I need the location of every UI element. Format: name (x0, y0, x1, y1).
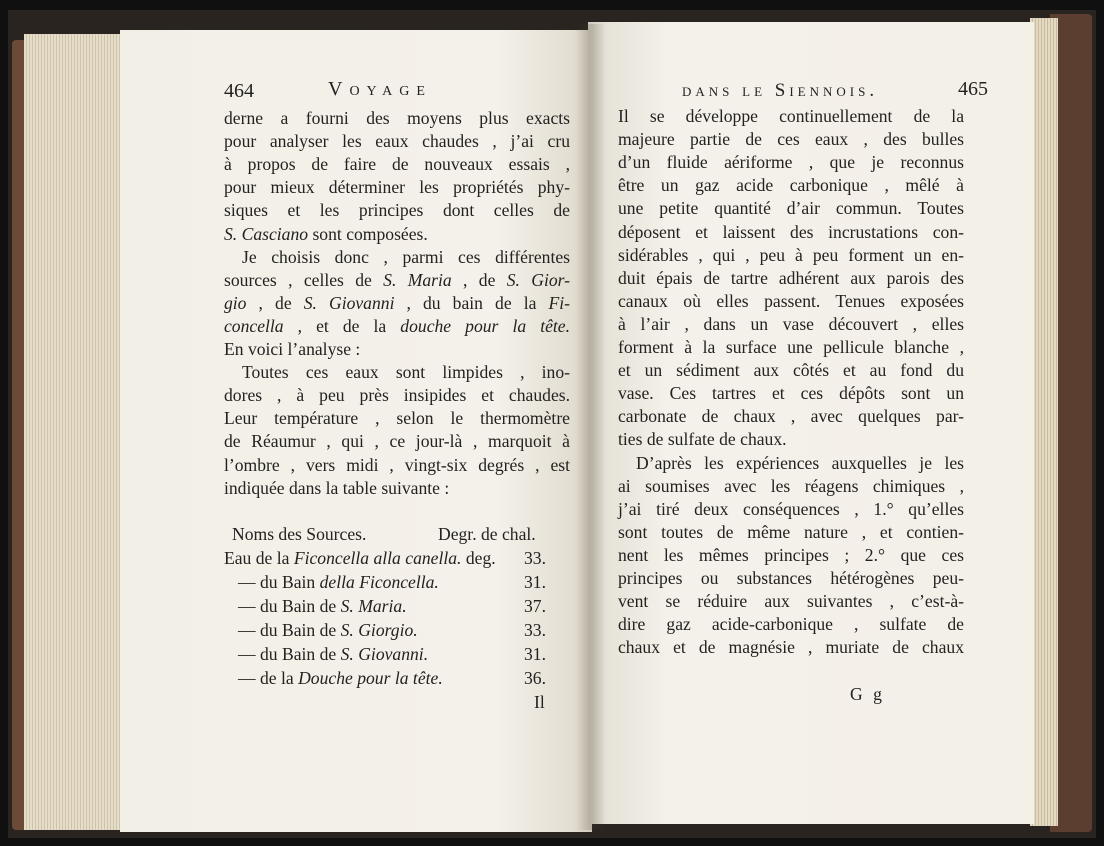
text-line (618, 337, 964, 357)
text-run: S. Giovanni (303, 292, 395, 313)
text-line (618, 291, 964, 311)
text-line (618, 106, 964, 126)
text-run: Je choisis donc , parmi ces différentes (242, 246, 570, 267)
text-line (618, 637, 964, 657)
text-run: l’ombre , vers midi , vingt-six degrés , est (224, 454, 570, 475)
text-run: Eau de la (224, 548, 294, 568)
text-line (224, 339, 570, 359)
degree-value: 36. (524, 668, 546, 688)
text-line (224, 293, 570, 313)
text-run: — du Bain de (238, 620, 341, 640)
table-header-degree: Degr. de chal. (438, 524, 536, 544)
text-run: Leur température , selon le thermomètre (224, 408, 570, 429)
degree-value: 33. (524, 620, 546, 640)
degree-value: 37. (524, 596, 546, 616)
text-line (618, 175, 964, 195)
source-name (238, 644, 428, 664)
text-run: dores , à peu près insipides et chaudes. (224, 385, 570, 406)
text-run: vent se réduire aux suivantes , c’est-à- (618, 591, 964, 612)
text-line (224, 177, 570, 197)
text-run: vase. Ces tartres et ces dépôts sont un (618, 383, 964, 404)
text-run: j’ai tiré deux conséquences , 1.° qu’elles (618, 498, 964, 519)
text-run: Il se développe continuellement de la (618, 106, 964, 126)
source-name (238, 668, 443, 688)
right-page-number: 465 (958, 78, 988, 100)
signature-mark: G g (850, 684, 885, 704)
degree-value: 31. (524, 644, 546, 664)
text-line (224, 108, 570, 128)
text-run: chaux et de magnésie , muriate de chaux (618, 637, 964, 658)
text-line (618, 476, 964, 496)
text-line (242, 247, 570, 267)
degree-value: 33. (524, 548, 546, 568)
text-run: et un sédiment aux côtés et au fond du (618, 360, 964, 381)
text-run: pour analyser les eaux chaudes , j’ai cru (224, 131, 570, 152)
text-run: sont toutes de même nature , et contien- (618, 521, 964, 542)
source-name (224, 548, 496, 568)
text-run: carbonate de chaux , avec quelques par- (618, 406, 964, 427)
text-run: Fi- (548, 292, 570, 313)
text-line (618, 545, 964, 565)
text-run: être un gaz acide carbonique , mêlé à (618, 175, 964, 196)
text-run: derne a fourni des moyens plus exacts (224, 108, 570, 128)
text-run: S. Maria (383, 269, 452, 290)
text-run: d’un fluide aériforme , que je reconnus (618, 152, 964, 173)
left-page-edges (24, 34, 122, 830)
text-run: S. Maria. (340, 596, 407, 616)
text-line (618, 499, 964, 519)
source-name (238, 620, 418, 640)
text-run: ai soumises avec les réagens chimiques , (618, 475, 964, 496)
text-run: Ficoncella alla canella. (293, 548, 462, 568)
text-line (224, 224, 570, 244)
text-line (618, 406, 964, 426)
right-running-title: dans le Siennois. (682, 80, 879, 101)
text-line (224, 316, 570, 336)
text-line (224, 154, 570, 174)
text-line (618, 245, 964, 265)
right-page-edges (1030, 18, 1058, 826)
text-run: sont composées. (308, 223, 428, 244)
source-name (238, 596, 407, 616)
catchword: Il (534, 692, 545, 712)
text-run: déposent et laissent des incrustations con- (618, 221, 964, 242)
text-run: douche pour la tête. (400, 315, 570, 336)
text-line (224, 270, 570, 290)
text-line (224, 408, 570, 428)
text-run: — du Bain de (238, 596, 341, 616)
text-run: principes ou substances hétérogènes peu- (618, 568, 964, 588)
table-header-source: Noms des Sources. (232, 524, 367, 544)
text-run: pour mieux déterminer les propriétés phy- (224, 177, 570, 198)
text-line (636, 453, 964, 473)
text-line (224, 131, 570, 151)
text-run: , de (451, 269, 507, 290)
text-run: ties de sulfate de chaux. (618, 429, 787, 450)
text-run: S. Giorgio. (340, 620, 418, 640)
text-line (618, 614, 964, 634)
text-run: de Réaumur , qui , ce jour-là , marquoit à (224, 431, 570, 452)
text-run: forment à la surface une pellicule blanche , (618, 337, 964, 357)
left-running-title: Voyage (328, 78, 432, 100)
text-run: En voici l’analyse : (224, 339, 361, 359)
source-name (238, 572, 439, 592)
text-line (618, 129, 964, 149)
text-line (618, 591, 964, 611)
text-line (224, 385, 570, 405)
text-line (224, 431, 570, 451)
text-run: gio (224, 292, 247, 313)
text-line (618, 268, 964, 288)
text-run: D’après les expériences auxquelles je les (636, 452, 964, 473)
text-run: duit épais de tartre adhérent aux parois des (618, 267, 964, 288)
text-run: , du bain de la (394, 292, 549, 313)
text-line (618, 222, 964, 242)
right-page (588, 22, 1034, 824)
text-line (618, 522, 964, 542)
text-line (618, 198, 964, 218)
text-line (224, 200, 570, 220)
text-line (618, 360, 964, 380)
text-run: S. Giovanni. (340, 644, 429, 664)
text-run: , et de la (283, 315, 401, 336)
text-line (618, 568, 964, 588)
text-run: indiquée dans la table suivante : (224, 477, 450, 498)
text-run: — du Bain (238, 572, 320, 592)
text-run: — de la (238, 668, 299, 688)
text-run: canaux où elles passent. Tenues exposées (618, 290, 964, 311)
text-run: nent les mêmes principes ; 2.° que ces (618, 544, 964, 565)
text-run: deg. (461, 548, 496, 568)
text-run: Douche pour la tête. (298, 668, 443, 688)
gutter-shadow (576, 24, 606, 830)
left-page-number: 464 (224, 80, 254, 102)
text-line (224, 455, 570, 475)
text-run: majeure partie de ces eaux , des bulles (618, 129, 964, 150)
text-run: della Ficoncella. (319, 572, 439, 592)
text-run: — du Bain de (238, 644, 341, 664)
text-run: siques et les principes dont celles de (224, 200, 570, 221)
text-line (618, 314, 964, 334)
text-run: à l’air , dans un vase découvert , elles (618, 313, 964, 334)
text-run: sources , celles de (224, 269, 384, 290)
text-run: , de (246, 292, 304, 313)
text-line (242, 362, 570, 382)
text-line (618, 383, 964, 403)
text-run: une petite quantité d’air commun. Toutes (618, 198, 964, 219)
text-line (224, 478, 570, 498)
text-run: concella (224, 315, 284, 336)
text-run: sidérables , qui , peu à peu forment un en- (618, 244, 964, 265)
text-run: à propos de faire de nouveaux essais , (224, 154, 570, 175)
text-line (618, 152, 964, 172)
text-run: S. Casciano (224, 223, 309, 244)
text-run: Toutes ces eaux sont limpides , ino- (242, 362, 570, 383)
text-line (618, 429, 964, 449)
degree-value: 31. (524, 572, 546, 592)
text-run: S. Gior- (506, 269, 571, 290)
text-run: dire gaz acide-carbonique , sulfate de (618, 614, 964, 635)
left-page (120, 30, 592, 832)
